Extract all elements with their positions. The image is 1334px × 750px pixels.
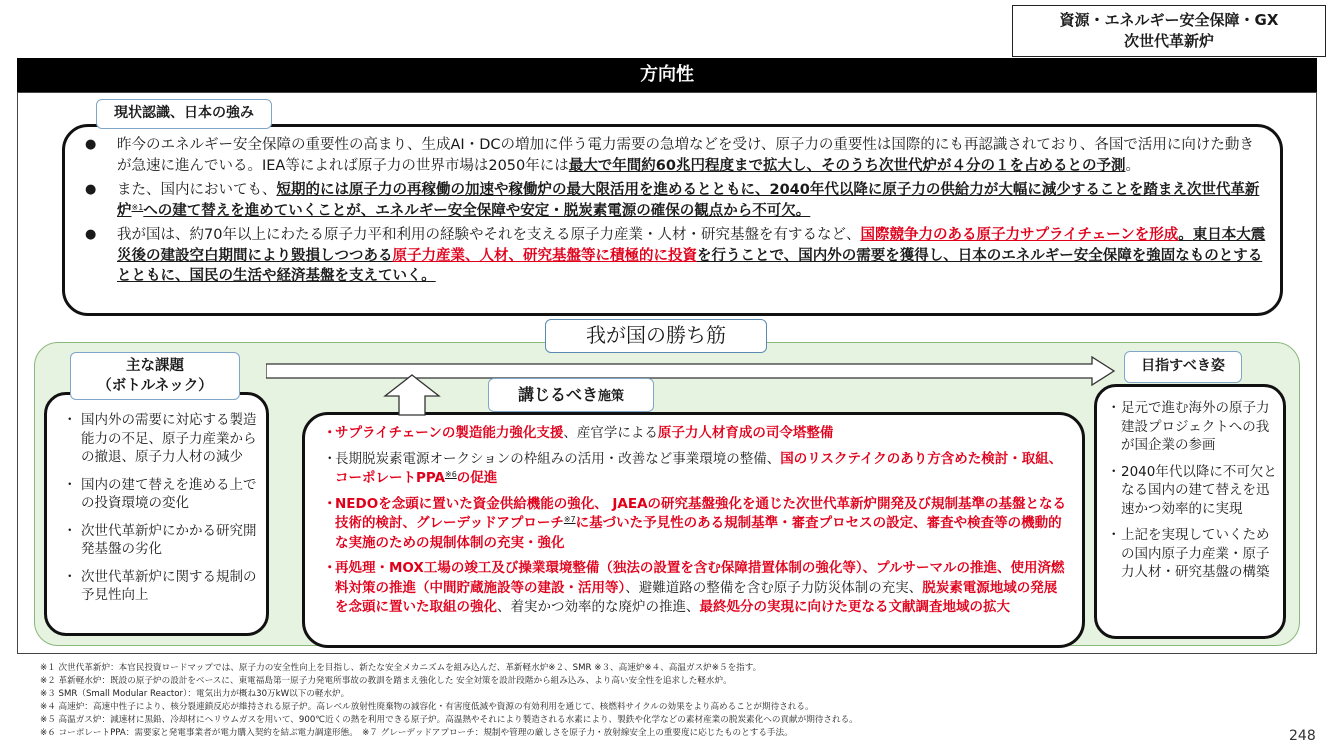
text-segment: 。 <box>1125 157 1140 174</box>
issues-box <box>44 392 269 636</box>
recognition-item <box>85 135 1268 176</box>
issues-label: 主な課題 （ボトルネック） <box>70 352 240 400</box>
text-segment: 長期脱炭素電源オークションの枠組みの活用・改善など事業環境の整備、 <box>335 450 781 467</box>
recognition-list <box>85 135 1268 287</box>
flow-arrow-up <box>383 374 441 416</box>
measures-label-small: 施策 <box>598 389 625 404</box>
text-segment: に基づいた予見性のある規制基準・審査プロセスの設定、審査や検査等の機動的な実施のための規制体制の充実・強化 <box>335 515 1062 551</box>
bullet-icon: ・ <box>63 476 77 493</box>
category-tag <box>1012 5 1326 57</box>
page-number: 248 <box>1289 728 1316 744</box>
text-segment: NEDOを念頭に置いた資金供給機能の強化、 JAEAの研究基盤強化を通じた次世代革新炉開発及び規制基準の基盤となる技術的検討、グレーデッドアプローチ <box>335 495 1067 531</box>
goal-item <box>1107 463 1277 519</box>
issue-item <box>55 568 260 605</box>
goal-text: 足元で進む海外の原子力建設プロジェクトへの我が国企業の参画 <box>1121 400 1270 453</box>
text-segment: サプライチェーンの製造能力強化支援 <box>335 425 564 441</box>
footnotes <box>40 662 1240 740</box>
text-segment: 再処理・MOX工場の竣工及び操業環境整備（独法の設置を含む保障措置体制の強化等）、プルサーマルの推進、使用済燃料対策の推進（中間貯蔵施設等の建設・活用等） <box>335 560 1065 596</box>
text-segment: 昨今のエネルギー安全保障の重要性の高まり、生成AI・DCの増加に伴う電力需要の急増などを受け、原子力の重要性は国際的にも再認識されており、各国で活用に向けた動きが急速に進んでいる。IEA等によれば原子力の世界市場は2050年には <box>117 137 1254 174</box>
goal-item <box>1107 526 1277 582</box>
recognition-box <box>62 124 1283 316</box>
recognition-item <box>85 225 1268 287</box>
text-segment: ※6 <box>445 470 457 479</box>
bullet-icon: ・ <box>63 412 77 428</box>
footnote: ※６ コーポレートPPA：需要家と発電事業者が電力購入契約を結ぶ電力調達形態。 ※７ グレーデッドアプローチ：規制や管理の厳しさを原子力・放射線安全上の重要度に応じたものとする手法。 <box>40 728 793 738</box>
measures-label <box>488 378 654 412</box>
text-segment: 、産官学による <box>563 425 658 441</box>
text-segment: への建て替えを進めていくことが、エネルギー安全保障や安定・脱炭素電源の確保の観点から不可欠。 <box>143 202 811 219</box>
category-tag-line1: 資源・エネルギー安全保障・GX <box>1059 11 1279 29</box>
footnote: ※３ SMR（Small Modular Reactor）：電気出力が概ね30万kW以下の軽水炉。 <box>40 689 350 699</box>
category-tag-line2: 次世代革新炉 <box>1123 32 1214 50</box>
bullet-icon: ・ <box>63 568 77 585</box>
issue-item <box>55 476 260 513</box>
text-segment: 国際競争力のある原子力サプライチェーンを形成 <box>860 227 1179 243</box>
issue-text: 次世代革新炉にかかる研究開発基盤の劣化 <box>81 522 257 557</box>
text-segment: 脱炭素電源地域の発展を念頭に置いた取組の強化 <box>335 579 1058 615</box>
bullet-icon: ・ <box>63 522 77 539</box>
bullet-icon: ● <box>85 227 97 242</box>
goal-text: 上記を実現していくための国内原子力産業・原子力人材・研究基盤の構築 <box>1121 527 1270 580</box>
recognition-item <box>85 180 1268 221</box>
text-segment: を行うことで、国内外の需要を獲得し、日本のエネルギー安全保障を強固なものとするとともに、国民の生活や経済基盤を支えていく。 <box>117 247 1263 284</box>
text-segment: 原子力産業、人材、研究基盤等に積極的に投資 <box>392 247 697 264</box>
text-segment: 国のリスクテイクのあり方含めた検討・取組、コーポレートPPA <box>335 450 1063 486</box>
measure-item <box>323 450 1070 489</box>
measures-box <box>302 412 1085 648</box>
text-segment: ※1 <box>131 202 144 212</box>
bullet-icon: ・ <box>323 495 337 512</box>
footnote: ※４ 高速炉：高速中性子により、核分裂連鎖反応が維持される原子炉。高レベル放射性廃棄物の減容化・有害度低減や資源の有効利用を通じて、核燃料サイクルの効果をより高めることが期待される。 <box>40 702 814 712</box>
goal-item <box>1107 399 1277 455</box>
text-segment: 。 <box>1178 227 1193 243</box>
bullet-icon: ・ <box>323 425 337 441</box>
measure-item <box>323 495 1070 554</box>
text-segment: 最大で年間約60兆円程度まで拡大し、そのうち次世代炉が４分の１を占めるとの予測 <box>568 157 1126 174</box>
footnote: ※１ 次世代革新炉：本官民投資ロードマップでは、原子力の安全性向上を目指し、新たな安全メカニズムを組み込んだ、革新軽水炉※２、SMR ※３、高速炉※４、高温ガス炉※５を指す。 <box>40 663 762 673</box>
bullet-icon: ● <box>85 137 97 152</box>
measures-label-main: 講じるべき <box>517 385 598 404</box>
bullet-icon: ● <box>85 182 97 197</box>
issue-text: 国内外の需要に対応する製造能力の不足、原子力産業からの撤退、原子力人材の減少 <box>81 412 257 465</box>
issue-text: 国内の建て替えを進める上での投資環境の変化 <box>81 476 257 511</box>
recognition-label: 現状認識、日本の強み <box>96 99 272 129</box>
issue-item <box>55 522 260 559</box>
goals-box <box>1094 384 1286 639</box>
text-segment: の促進 <box>456 470 498 486</box>
issue-item <box>55 411 260 467</box>
text-segment: 東日本大震災後の建設空白期間により毀損しつつある <box>117 227 1266 264</box>
bullet-icon: ・ <box>1107 400 1121 416</box>
footnote: ※２ 革新軽水炉：既設の原子炉の設計をベースに、東電福島第一原子力発電所事故の教訓を踏まえ強化した 安全対策を設計段階から組み込み、より高い安全性を追求した軽水炉。 <box>40 676 732 686</box>
direction-header: 方向性 <box>17 58 1317 92</box>
text-segment: 、避難道路の整備を含む原子力防災体制の充実、 <box>625 579 923 596</box>
text-segment: また、国内においても、 <box>117 182 277 198</box>
measure-item <box>323 424 1070 444</box>
bullet-icon: ・ <box>1107 463 1121 480</box>
measure-item <box>323 559 1070 618</box>
bullet-icon: ・ <box>323 450 337 467</box>
text-segment: 我が国は、約70年以上にわたる原子力平和利用の経験やそれを支える原子力産業・人材・研究基盤を有するなど、 <box>117 227 861 243</box>
goals-label: 目指すべき姿 <box>1124 351 1242 383</box>
issue-text: 次世代革新炉に関する規制の予見性向上 <box>81 568 257 603</box>
goal-text: 2040年代以降に不可欠となる国内の建て替えを迅速かつ効率的に実現 <box>1121 463 1277 517</box>
winning-strategy-title: 我が国の勝ち筋 <box>545 319 767 353</box>
text-segment: 最終処分の実現に向けた更なる文献調査地域の拡大 <box>699 599 1010 615</box>
text-segment: 原子力人材育成の司令塔整備 <box>657 425 834 441</box>
bullet-icon: ・ <box>1107 527 1121 543</box>
text-segment: 、着実かつ効率的な廃炉の推進、 <box>497 599 700 615</box>
footnote: ※５ 高温ガス炉：減速材に黒鉛、冷却材にヘリウムガスを用いて、900℃近くの熱を利用できる原子炉。高温熱やそれにより製造される水素により、製鉄や化学などの素材産業の脱炭素化への貢献が期待される。 <box>40 715 858 725</box>
bullet-icon: ・ <box>323 560 337 576</box>
text-segment: ※7 <box>563 515 576 524</box>
text-segment: 短期的には原子力の再稼働の加速や稼働炉の最大限活用を進めるとともに、2040年代以降に原子力の供給力が大幅に減少することを踏まえ次世代革新炉 <box>117 182 1260 219</box>
